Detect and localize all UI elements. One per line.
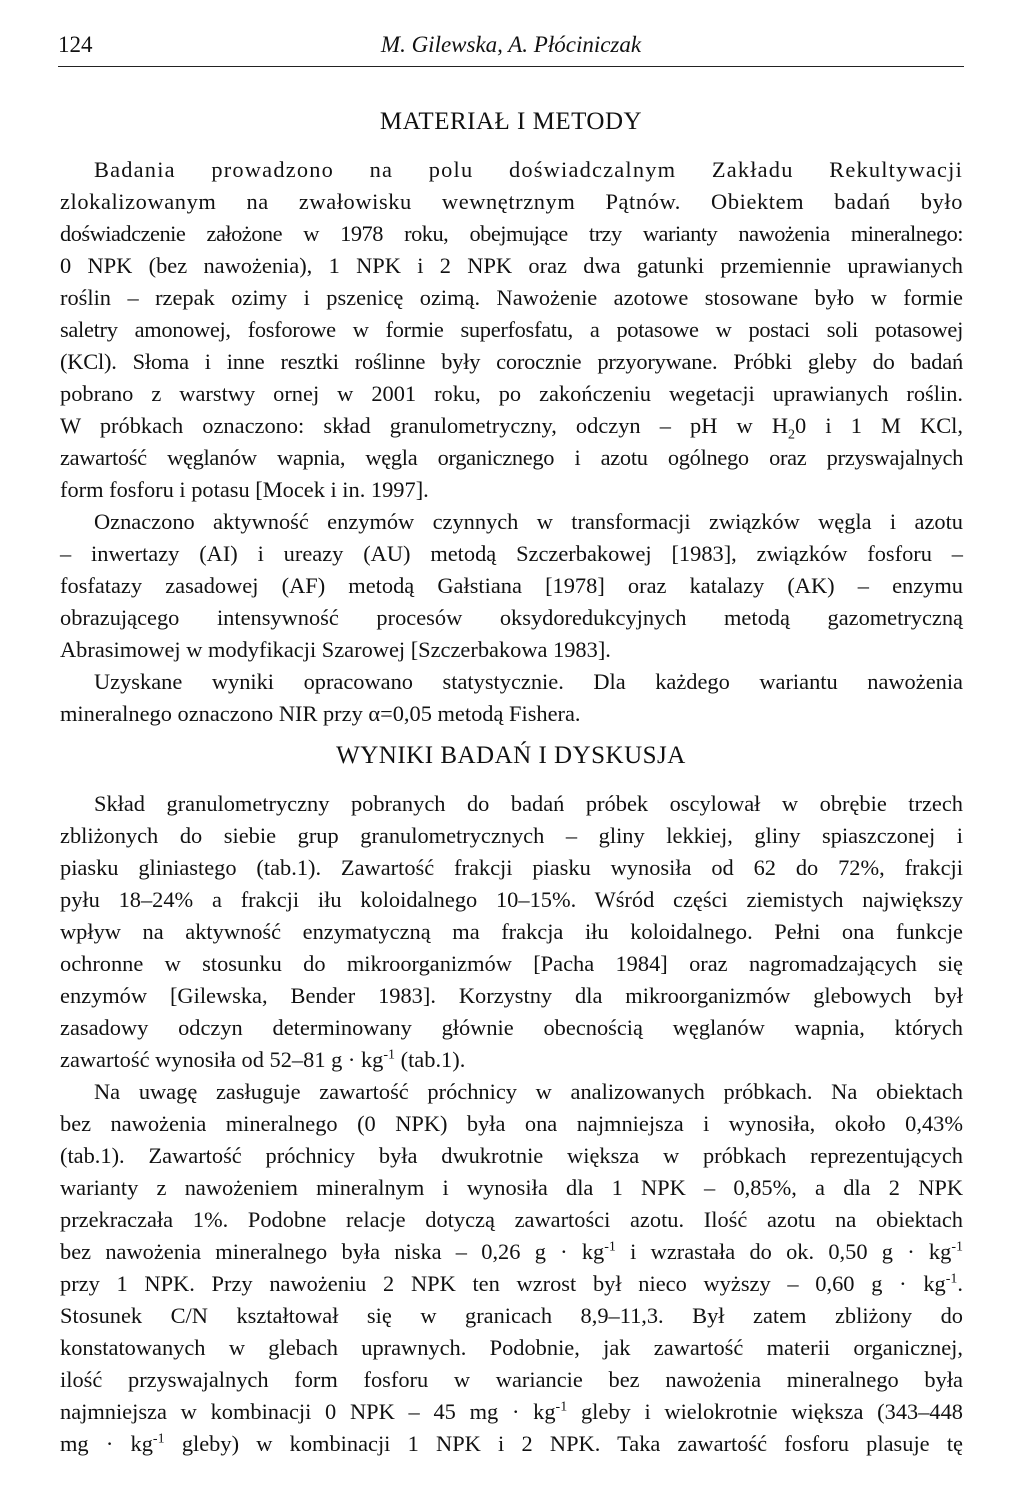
methods-paragraph-1 [60,154,963,506]
text-line: konstatowanych w glebach uprawnych. Podobnie, jak zawartość materii organicznej, [60,1335,963,1360]
text-line: (KCl). Słoma i inne resztki roślinne były corocznie przyorywane. Próbki gleby do badań [60,349,963,374]
text-line: Oznaczono aktywność enzymów czynnych w transformacji związków węgla i azotu [94,509,963,534]
text-line: przekraczała 1%. Podobne relacje dotyczą zawartości azotu. Ilość azotu na obiektach [60,1207,963,1232]
superscript: -1 [604,1239,616,1255]
text-line: piasku gliniastego (tab.1). Zawartość frakcji piasku wynosiła od 62 do 72%, frakcji [60,855,963,880]
text-line: zasadowy odczyn determinowany głównie obecnością węglanów wapnia, których [60,1015,963,1040]
text-segment: zawartość wynosiła od 52–81 g · kg [60,1047,384,1072]
text-segment: mg · kg [60,1431,153,1456]
text-line: Stosunek C/N kształtował się w granicach 8,9–11,3. Był zatem zbliżony do [60,1303,963,1328]
text-line: fosfatazy zasadowej (AF) metodą Gałstiana [1978] oraz katalazy (AK) – enzymu [60,573,963,598]
text-line: saletry amonowej, fosforowe w formie superfosfatu, a potasowe w postaci soli potasowej [60,317,963,342]
text-line: zbliżonych do siebie grup granulometrycznych – gliny lekkiej, gliny spiaszczonej i [60,823,963,848]
text-line [60,1044,963,1076]
text-line: mineralnego oznaczono NIR przy α=0,05 metodą Fishera. [60,701,581,726]
text-line: Uzyskane wyniki opracowano statystycznie. Dla każdego wariantu nawożenia [94,669,963,694]
text-line: roślin – rzepak ozimy i pszenicę ozimą. Nawożenie azotowe stosowane było w formie [60,285,963,310]
superscript: -1 [383,1047,396,1063]
text-line: wpływ na aktywność enzymatyczną ma frakcja iłu koloidalnego. Pełni ona funkcje [60,919,963,944]
header-authors: M. Gilewska, A. Płóciniczak [380,32,642,57]
text-line: pyłu 18–24% a frakcji iłu koloidalnego 10–15%. Wśród części ziemistych największy [60,887,963,912]
text-line: 0 NPK (bez nawożenia), 1 NPK i 2 NPK oraz dwa gatunki przemiennie uprawianych [60,253,963,278]
text-line [60,1268,963,1300]
text-line: ilość przyswajalnych form fosforu w wariancie bez nawożenia mineralnego była [60,1367,963,1392]
text-line: zlokalizowanym na zwałowisku wewnętrznym Pątnów. Obiektem badań było [60,189,963,214]
text-segment: gleby i wielokrotnie większa (343–448 [567,1399,963,1424]
running-header [58,30,964,67]
superscript: -1 [555,1399,568,1415]
methods-paragraph-3 [60,666,963,730]
text-line: ochronne w stosunku do mikroorganizmów [Pacha 1984] oraz nagromadzających się [60,951,963,976]
text-line [60,1236,963,1268]
text-segment: przy 1 NPK. Przy nawożeniu 2 NPK ten wzrost był nieco wyższy – 0,60 g · kg [60,1271,946,1296]
text-segment: . [957,1271,963,1296]
text-segment: 0 i 1 M KCl, [795,413,963,438]
text-line: doświadczenie założone w 1978 roku, obejmujące trzy warianty nawożenia mineralnego: [60,221,963,246]
text-line: (tab.1). Zawartość próchnicy była dwukrotnie większa w próbkach reprezentujących [60,1143,963,1168]
text-line: Abrasimowej w modyfikacji Szarowej [Szczerbakowa 1983]. [60,637,611,662]
text-line: pobrano z warstwy ornej w 2001 roku, po zakończeniu wegetacji uprawianych roślin. [60,381,963,406]
text-line: enzymów [Gilewska, Bender 1983]. Korzystny dla mikroorganizmów glebowych był [60,983,963,1008]
text-line: zawartość węglanów wapnia, węgla organicznego i azotu ogólnego oraz przyswajalnych [60,445,963,470]
text-line: bez nawożenia mineralnego (0 NPK) była ona najmniejsza i wynosiła, około 0,43% [60,1111,963,1136]
results-paragraph-1 [60,788,963,1076]
text-line: Na uwagę zasługuje zawartość próchnicy w analizowanych próbkach. Na obiektach [94,1079,963,1104]
text-line [60,1428,963,1460]
text-line: – inwertazy (AI) i ureazy (AU) metodą Szczerbakowej [1983], związków fosforu – [60,541,963,566]
text-line [60,410,963,442]
text-line: Skład granulometryczny pobranych do badań próbek oscylował w obrębie trzech [94,791,963,816]
section-heading-results: WYNIKI BADAŃ I DYSKUSJA [336,742,686,769]
text-segment: bez nawożenia mineralnego była niska – 0,26 g · kg [60,1239,605,1264]
text-line: Badania prowadzono na polu doświadczalnym Zakładu Rekultywacji [94,157,963,182]
text-line: form fosforu i potasu [Mocek i in. 1997]. [60,477,429,502]
text-line [60,1396,963,1428]
text-line: warianty z nawożeniem mineralnym i wynosiła dla 1 NPK – 0,85%, a dla 2 NPK [60,1175,963,1200]
text-segment: W próbkach oznaczono: skład granulometryczny, odczyn – pH w H [60,413,789,438]
superscript: -1 [951,1239,963,1255]
methods-paragraph-2 [60,506,963,666]
text-segment: i wzrastała do ok. 0,50 g · kg [615,1239,952,1264]
subscript: 2 [788,427,796,443]
superscript: -1 [945,1271,958,1287]
text-segment: najmniejsza w kombinacji 0 NPK – 45 mg · kg [60,1399,556,1424]
text-line: obrazującego intensywność procesów oksydoredukcyjnych metodą gazometryczną [60,605,963,630]
page-number: 124 [58,32,93,57]
section-heading-methods: MATERIAŁ I METODY [379,108,643,135]
text-segment: gleby) w kombinacji 1 NPK i 2 NPK. Taka zawartość fosforu plasuje tę [164,1431,963,1456]
text-segment: (tab.1). [395,1047,466,1072]
results-paragraph-2 [60,1076,963,1460]
superscript: -1 [152,1431,165,1447]
